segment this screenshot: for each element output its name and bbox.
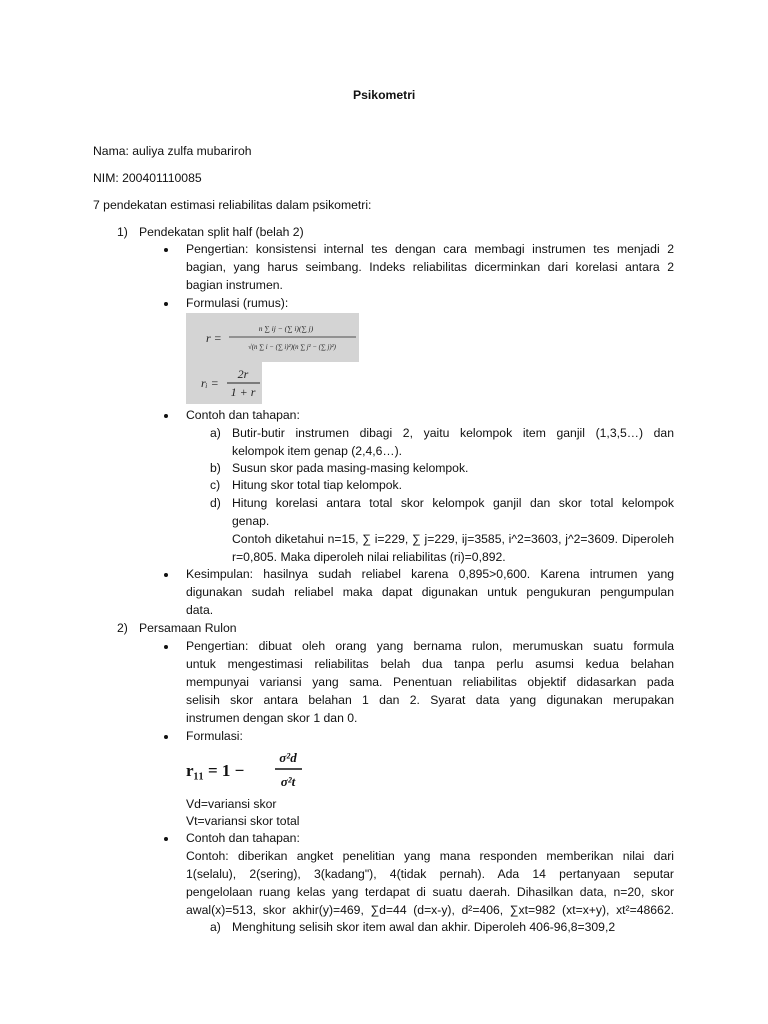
formula-denominator: √(n ∑ i − (∑ i)²)(n ∑ j² − (∑ j)²) [248, 344, 336, 351]
s2-definition-line: mempunyai variansi yang sama. Penentuan reliabilitas objektif didasarkan pada [186, 675, 674, 689]
step-letter: d) [210, 496, 221, 510]
s1-example-line: r=0,805. Maka diperoleh nilai reliabilitas (ri)=0,892. [232, 550, 506, 564]
formula-r-label: r = [206, 331, 222, 345]
bullet-icon [164, 645, 168, 649]
s1-steps-label: Contoh dan tahapan: [186, 408, 300, 422]
s2-step-a: Menghitung selisih skor item awal dan akhir. Diperoleh 406-96,8=309,2 [232, 920, 616, 934]
section-2-number: 2) [117, 621, 128, 635]
step-d-line: genap. [232, 514, 270, 528]
s2-example-line: 1(selalu), 2(sering), 3(kadang"), 4(tidak pernah). Ada 14 pertanyaan seputar [186, 867, 674, 881]
bullet-icon [164, 414, 168, 418]
document-title: Psikometri [353, 88, 416, 102]
formula-ri-label: rᵢ = [201, 376, 219, 390]
section-1-heading: Pendekatan split half (belah 2) [139, 225, 304, 239]
s1-formula-label: Formulasi (rumus): [186, 296, 289, 310]
s2-example-line: Contoh: diberikan angket penelitian yang mana responden memberikan nilai dari [186, 849, 674, 863]
s1-definition-line: bagian, yang harus seimbang. Indeks reliabilitas dicerminkan dari korelasi antara 2 [186, 260, 674, 274]
s1-definition-line: bagian instrumen. [186, 278, 283, 292]
rulon-formula [184, 744, 314, 796]
student-nim: NIM: 200401110085 [93, 171, 202, 185]
student-name: Nama: auliya zulfa mubariroh [93, 144, 252, 158]
s2-definition-line: instrumen dengan skor 1 dan 0. [186, 711, 358, 725]
step-letter: b) [210, 461, 221, 475]
bullet-icon [164, 573, 168, 577]
step-letter: a) [210, 920, 221, 934]
s1-example-line: Contoh diketahui n=15, ∑ i=229, ∑ j=229, ij=3585, i^2=3603, j^2=3609. Diperoleh [232, 532, 674, 546]
s1-definition-line: Pengertian: konsistensi internal tes dengan cara membagi instrumen tes menjadi 2 [186, 242, 674, 256]
step-d-line: Hitung korelasi antara total skor kelompok ganjil dan skor total kelompok [232, 496, 674, 510]
section-1-number: 1) [117, 225, 128, 239]
formula-r11-label: r₁₁ = 1 − [186, 761, 245, 780]
spearman-brown-formula [186, 362, 262, 404]
bullet-icon [164, 302, 168, 306]
step-a-line: Butir-butir instrumen dibagi 2, yaitu kelompok item ganjil (1,3,5…) dan [232, 426, 674, 440]
s1-conclusion-line: data. [186, 603, 214, 617]
step-b-line: Susun skor pada masing-masing kelompok. [232, 461, 469, 475]
s2-formula-label: Formulasi: [186, 729, 243, 743]
formula-denominator: σ²t [280, 774, 296, 789]
intro-text: 7 pendekatan estimasi reliabilitas dalam psikometri: [93, 198, 372, 212]
formula-numerator: n ∑ ij − (∑ i)(∑ j) [258, 324, 314, 333]
formula-numerator: σ²d [279, 750, 297, 765]
split-half-correlation-formula [186, 313, 359, 362]
s2-definition-line: Pengertian: dibuat oleh orang yang bernama rulon, merumuskan suatu formula [186, 639, 674, 653]
s2-example-line: pengelolaan ruang kelas yang terdapat di suatu daerah. Dihasilkan data, n=20, skor [186, 885, 674, 899]
s2-example-line: awal(x)=513, skor akhir(y)=469, ∑d=44 (d=x-y), d²=406, ∑xt=982 (xt=x+y), xt²=48662. [186, 903, 674, 917]
s2-definition-line: selisih skor antara belahan 1 dan 2. Syarat data yang digunakan merupakan [186, 693, 674, 707]
s1-conclusion-line: digunakan sudah reliabel maka dapat digunakan untuk pengukuran pengumpulan [186, 585, 674, 599]
s2-definition-line: untuk mengestimasi reliabilitas belah dua tanpa perlu asumsi kedua belahan [186, 657, 674, 671]
vt-definition: Vt=variansi skor total [186, 814, 300, 828]
s2-steps-label: Contoh dan tahapan: [186, 831, 300, 845]
formula-numerator: 2r [237, 367, 249, 381]
step-letter: c) [210, 478, 221, 492]
bullet-icon [164, 837, 168, 841]
step-letter: a) [210, 426, 221, 440]
step-c-line: Hitung skor total tiap kelompok. [232, 478, 403, 492]
vd-definition: Vd=variansi skor [186, 797, 277, 811]
s1-conclusion-line: Kesimpulan: hasilnya sudah reliabel karena 0,895>0,600. Karena intrumen yang [186, 567, 674, 581]
step-a-line: kelompok item genap (2,4,6…). [232, 444, 403, 458]
bullet-icon [164, 248, 168, 252]
section-2-heading: Persamaan Rulon [139, 621, 237, 635]
bullet-icon [164, 735, 168, 739]
formula-denominator: 1 + r [230, 385, 256, 399]
